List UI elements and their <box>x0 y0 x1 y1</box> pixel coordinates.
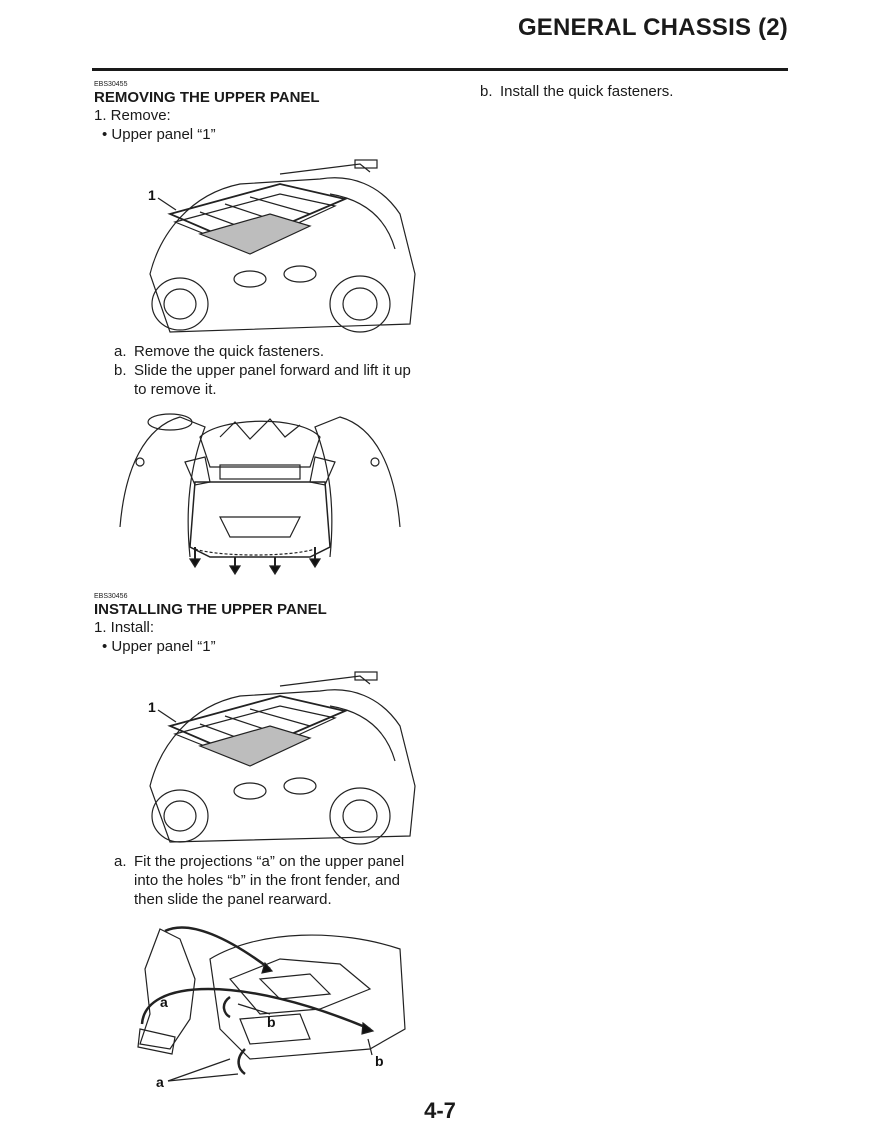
figure-label-1: 1 <box>148 699 156 715</box>
figure-label-b: b <box>267 1014 276 1030</box>
page-header-title: GENERAL CHASSIS (2) <box>517 14 788 41</box>
page-number: 4-7 <box>424 1098 456 1123</box>
sub-step-b-label: b. <box>114 362 127 379</box>
section-title-removing: REMOVING THE UPPER PANEL <box>94 89 320 106</box>
figure-atv-upper-panel-remove <box>130 154 424 336</box>
sub-step-b <box>94 361 424 399</box>
sub-step-a-text: Fit the projections “a” on the upper panel into the holes “b” in the front fender, and then slide the panel rearward. <box>134 853 405 908</box>
figure-label-1: 1 <box>148 187 156 203</box>
figure-label-a: a <box>156 1074 164 1090</box>
sub-step-a <box>94 342 424 361</box>
left-column <box>94 80 424 1099</box>
figure-projections-holes <box>120 919 424 1099</box>
sub-step-a-text: Remove the quick fasteners. <box>134 343 325 360</box>
figure-quick-fasteners-front-view <box>110 407 424 582</box>
sub-step-a-label: a. <box>114 343 127 360</box>
step-remove: 1. Remove: <box>94 107 171 124</box>
figure-label-a: a <box>160 994 168 1010</box>
sub-step-b-text: Slide the upper panel forward and lift it up to remove it. <box>134 362 411 398</box>
right-column <box>480 82 790 101</box>
section-code: EBS30456 <box>94 593 128 600</box>
section-title-installing: INSTALLING THE UPPER PANEL <box>94 601 327 618</box>
sub-step-b-label: b. <box>480 83 493 100</box>
header-rule <box>92 68 788 71</box>
step-install: 1. Install: <box>94 619 155 636</box>
bullet-upper-panel: • Upper panel “1” <box>102 126 216 143</box>
sub-step-a-install <box>94 852 424 909</box>
bullet-upper-panel: • Upper panel “1” <box>102 638 216 655</box>
sub-step-a-label: a. <box>114 853 127 870</box>
section-code: EBS30455 <box>94 81 128 88</box>
figure-atv-upper-panel-install <box>130 666 424 846</box>
figure-label-b: b <box>375 1053 384 1069</box>
sub-step-b-install <box>480 82 790 101</box>
sub-step-b-text: Install the quick fasteners. <box>500 83 674 100</box>
